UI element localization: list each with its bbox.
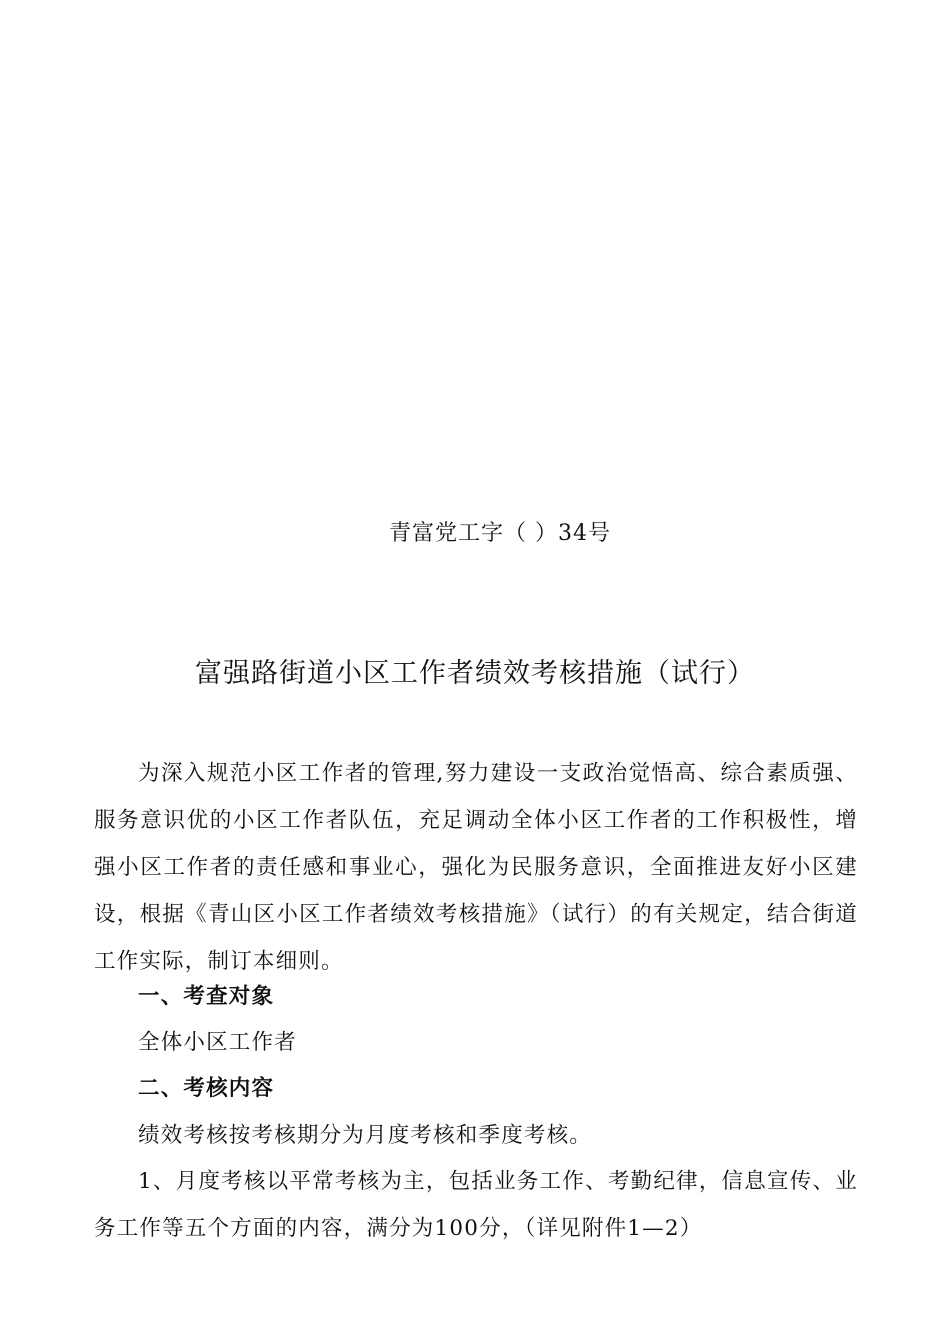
section-2-item-1: 1、月度考核以平常考核为主，包括业务工作、考勤纪律，信息宣传、业务工作等五个方面的内容，满分为100分，（详见附件1—2） bbox=[94, 1169, 858, 1241]
document-title: 富强路街道小区工作者绩效考核措施（试行） bbox=[195, 658, 755, 689]
section-2-heading: 二、考核内容 bbox=[138, 1076, 275, 1101]
section-1-heading: 一、考查对象 bbox=[138, 984, 275, 1009]
section-1-text: 全体小区工作者 bbox=[138, 1030, 297, 1055]
document-number: 青富党工字（ ）34号 bbox=[389, 521, 611, 546]
section-2-text: 绩效考核按考核期分为月度考核和季度考核。 bbox=[138, 1123, 593, 1148]
intro-paragraph: 为深入规范小区工作者的管理,努力建设一支政治觉悟高、综合素质强、服务意识优的小区工作者队伍，充足调动全体小区工作者的工作积极性，增强小区工作者的责任感和事业心，强化为民服务意识，全面推进友好小区建设，根据《青山区小区工作者绩效考核措施》（试行）的有关规定，结合街道工作实际，制订本细则。 bbox=[94, 761, 858, 974]
